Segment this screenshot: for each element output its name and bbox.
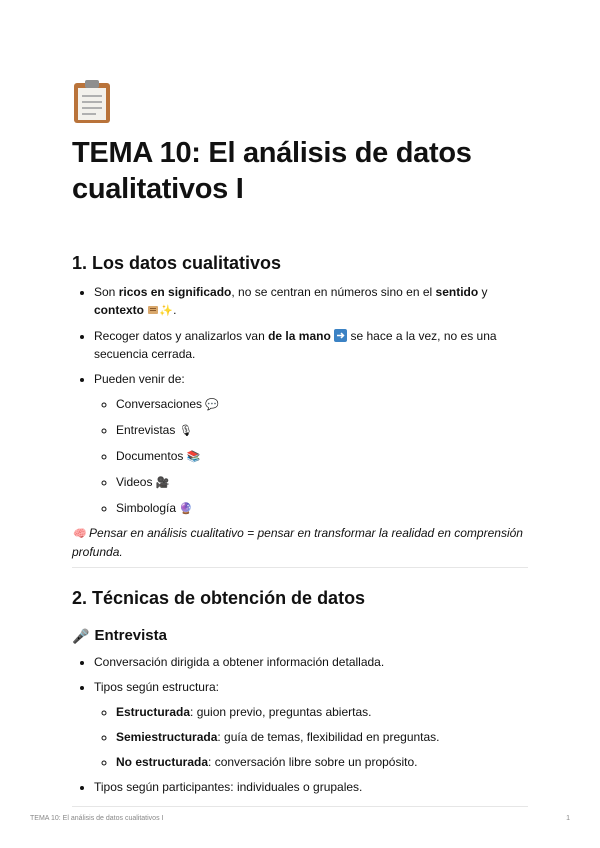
list-item: ◦ Entrevistas 🎙 — [116, 421, 528, 440]
list-item: ◦ Videos 🎥 — [116, 473, 528, 492]
sub-list — [94, 395, 528, 518]
note-text: 🧠 Pensar en análisis cualitativo = pensar en transformar la realidad en comprensión profunda. — [72, 526, 523, 559]
list-item: • Conversación dirigida a obtener información detallada. — [94, 653, 528, 671]
microphone-icon: 🎤 — [72, 628, 90, 644]
list-item: ◦ No estructurada: conversación libre sobre un propósito. — [116, 753, 528, 771]
list-item: • Recoger datos y analizarlos van de la mano se hace a la vez, no es una secuencia cerrada. — [94, 327, 528, 363]
list-item: • Son ricos en significado, no se centran en números sino en el sentido y contexto ✨. — [94, 283, 528, 320]
section-datos-cualitativos — [72, 251, 528, 568]
sub-heading: 🎤 Entrevista — [72, 627, 167, 644]
section-tecnicas — [72, 586, 528, 807]
page-title: TEMA 10: El análisis de datos cualitativos I — [72, 137, 472, 205]
speech-bubble-icon: 💬 — [205, 399, 220, 411]
clipboard-icon — [72, 78, 112, 124]
sparkles-icon: ✨ — [159, 305, 174, 317]
list-item: ◦ Documentos 📚 — [116, 447, 528, 466]
document-page — [72, 78, 528, 807]
right-arrow-icon — [334, 329, 347, 342]
page-footer — [30, 815, 570, 822]
books-icon: 📚 — [186, 451, 201, 463]
footer-title: TEMA 10: El análisis de datos cualitativos I — [30, 815, 164, 822]
list-item: ◦ Simbología 🔮 — [116, 499, 528, 518]
scroll-icon — [147, 304, 159, 316]
section-heading: 2. Técnicas de obtención de datos — [72, 588, 366, 608]
brain-icon: 🧠 — [72, 528, 86, 540]
section-heading: 1. Los datos cualitativos — [72, 253, 282, 273]
sub-list — [94, 703, 528, 771]
bullet-list — [72, 283, 528, 518]
video-camera-icon: 🎥 — [155, 477, 170, 489]
list-item: • Tipos según estructura: ◦ Estructurada: guion previo, preguntas abiertas. ◦ Semiestructurada: guía de temas, flexibilidad en preguntas. ◦ No estructurada: conversación libre sobre un propósito. — [94, 678, 528, 771]
list-item: ◦ Conversaciones 💬 — [116, 395, 528, 414]
list-item: ◦ Estructurada: guion previo, preguntas abiertas. — [116, 703, 528, 721]
bullet-list — [72, 653, 528, 796]
microphone-icon: 🎙 — [178, 425, 193, 437]
page-number: 1 — [566, 815, 570, 822]
list-item: ◦ Semiestructurada: guía de temas, flexibilidad en preguntas. — [116, 728, 528, 746]
list-item: • Tipos según participantes: individuales o grupales. — [94, 778, 528, 796]
divider — [72, 806, 528, 807]
list-item: • Pueden venir de: ◦ Conversaciones 💬 ◦ Entrevistas 🎙 ◦ Documentos 📚 ◦ Videos 🎥 ◦ Simbología 🔮 — [94, 370, 528, 518]
divider — [72, 567, 528, 568]
crystal-ball-icon: 🔮 — [179, 503, 194, 515]
